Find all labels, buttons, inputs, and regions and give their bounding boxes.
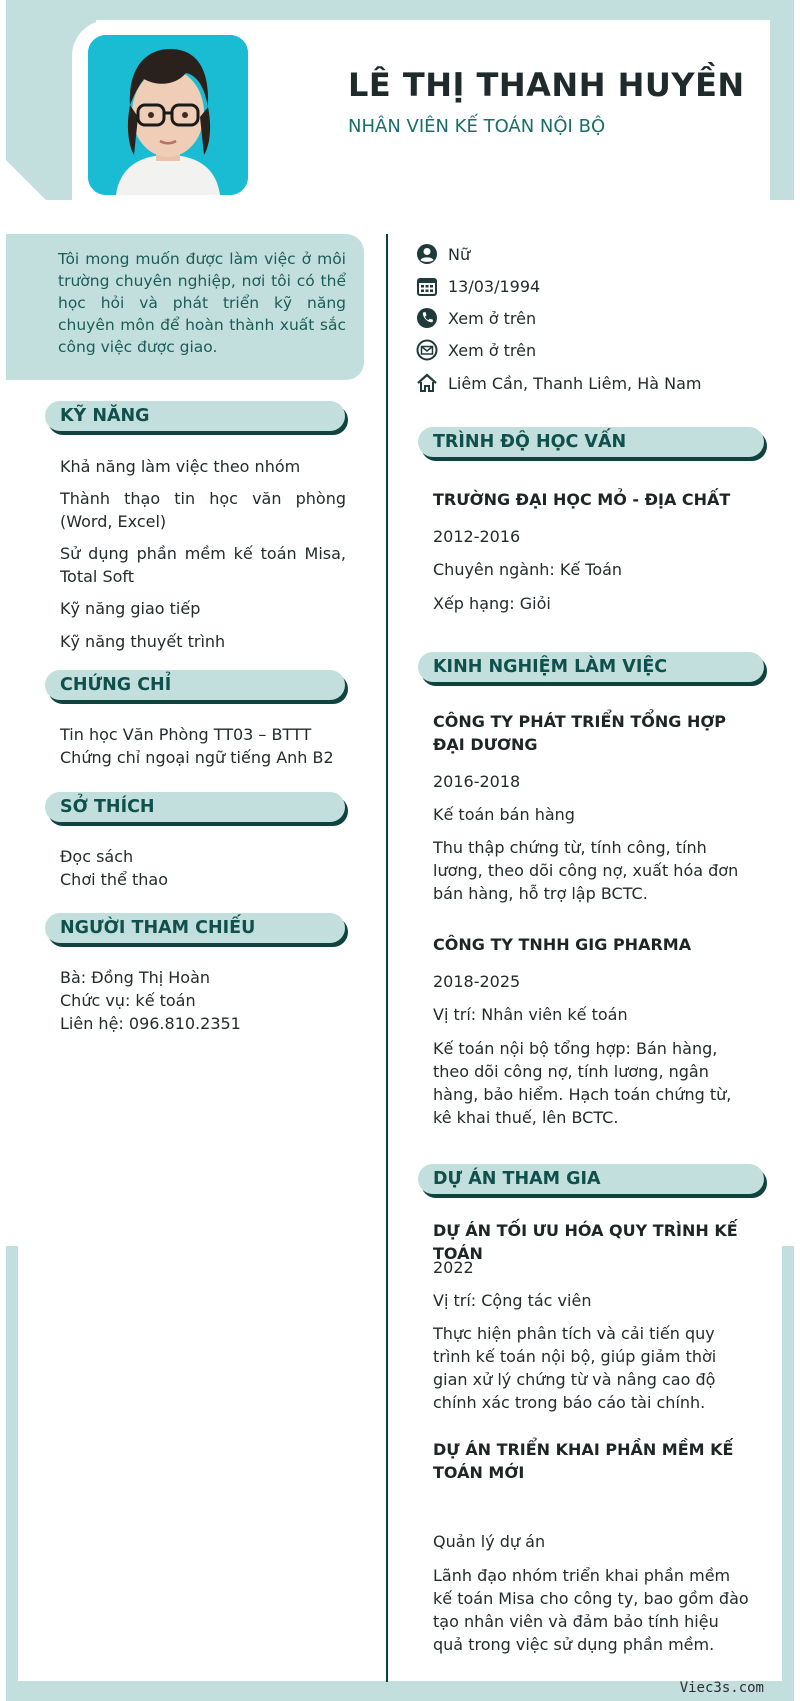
project-name: DỰ ÁN TRIỂN KHAI PHẦN MỀM KẾ TOÁN MỚI — [433, 1440, 734, 1482]
job-description: Kế toán nội bộ tổng hợp: Bán hàng, theo dõi công nợ, tính lương, ngân hàng, bảo hiểm. Hạch toán chứng từ, kê khai thuế, lên BCTC. — [433, 1039, 732, 1127]
section-title: KINH NGHIỆM LÀM VIỆC — [433, 657, 668, 677]
contact-value: Nữ — [448, 244, 471, 264]
education-rank: Xếp hạng: Giỏi — [433, 594, 551, 613]
job-position: Vị trí: Nhân viên kế toán — [433, 1005, 628, 1024]
job-company: CÔNG TY PHÁT TRIỂN TỔNG HỢP ĐẠI DƯƠNG — [433, 712, 727, 754]
user-icon — [416, 243, 438, 265]
right-top-strip — [770, 0, 794, 200]
contact-value: 13/03/1994 — [448, 276, 541, 296]
skill-item: Khả năng làm việc theo nhóm — [60, 457, 301, 476]
skill-item: Kỹ năng giao tiếp — [60, 599, 201, 618]
project-description: Lãnh đạo nhóm triển khai phần mềm kế toán Misa cho công ty, bao gồm đào tạo nhân viên và đảm bảo tính hiệu quả trong việc sử dụng phần mềm. — [433, 1566, 749, 1654]
project-description: Thực hiện phân tích và cải tiến quy trình kế toán nội bộ, giúp giảm thời gian xử lý chứng từ và nâng cao độ chính xác trong báo cáo tài chính. — [433, 1324, 717, 1412]
reference-item: Chức vụ: kế toán — [60, 991, 196, 1010]
section-header-experience — [418, 652, 764, 682]
watermark: Viec3s.com — [679, 1680, 764, 1696]
education-period: 2012-2016 — [433, 527, 521, 546]
column-divider — [386, 234, 388, 1682]
reference-item: Liên hệ: 096.810.2351 — [60, 1014, 241, 1033]
project-name: DỰ ÁN TỐI ƯU HÓA QUY TRÌNH KẾ TOÁN — [433, 1221, 738, 1263]
contact-value: Liêm Cần, Thanh Liêm, Hà Nam — [448, 373, 702, 393]
candidate-name: LÊ THỊ THANH HUYỀN — [348, 66, 745, 104]
section-title: CHỨNG CHỈ — [60, 675, 172, 695]
corner-cut — [6, 160, 46, 200]
project-role: Vị trí: Cộng tác viên — [433, 1291, 592, 1310]
job-description: Thu thập chứng từ, tính công, tính lương, theo dõi công nợ, xuất hóa đơn bán hàng, hỗ trợ lập BCTC. — [433, 838, 739, 903]
section-header-references — [45, 913, 345, 943]
calendar-icon — [416, 275, 438, 297]
contact-email — [416, 338, 536, 362]
reference-item: Bà: Đồng Thị Hoàn — [60, 968, 211, 987]
hobby-item: Chơi thể thao — [60, 870, 168, 889]
left-bottom-strip — [6, 1246, 18, 1681]
section-title: NGƯỜI THAM CHIẾU — [60, 918, 256, 938]
profile-photo — [88, 35, 248, 195]
section-title: KỸ NĂNG — [60, 406, 150, 426]
home-icon — [416, 372, 438, 394]
job-title: NHÂN VIÊN KẾ TOÁN NỘI BỘ — [348, 116, 606, 137]
section-header-education — [418, 427, 764, 457]
portrait-illustration — [88, 35, 248, 195]
education-major: Chuyên ngành: Kế Toán — [433, 560, 623, 579]
section-header-hobbies — [45, 792, 345, 822]
job-period: 2016-2018 — [433, 772, 521, 791]
job-period: 2018-2025 — [433, 972, 521, 991]
contact-gender — [416, 242, 470, 266]
project-role: Quản lý dự án — [433, 1532, 546, 1551]
certificate-item: Chứng chỉ ngoại ngữ tiếng Anh B2 — [60, 748, 334, 767]
contact-value: Xem ở trên — [448, 308, 537, 328]
section-title: DỰ ÁN THAM GIA — [433, 1169, 601, 1189]
contact-phone — [416, 306, 536, 330]
project-period: 2022 — [433, 1258, 474, 1277]
skill-item: Kỹ năng thuyết trình — [60, 632, 226, 651]
skill-item: Sử dụng phần mềm kế toán Misa, Total Soft — [60, 544, 346, 586]
skill-item: Thành thạo tin học văn phòng (Word, Excel) — [60, 489, 346, 531]
contact-birthday — [416, 274, 540, 298]
certificate-item: Tin học Văn Phòng TT03 – BTTT — [60, 725, 312, 744]
phone-icon — [416, 307, 438, 329]
section-title: SỞ THÍCH — [60, 797, 155, 817]
contact-address — [416, 371, 702, 395]
right-bottom-strip — [782, 1246, 794, 1681]
email-icon — [416, 339, 438, 361]
section-header-projects — [418, 1164, 764, 1194]
bottom-band — [6, 1681, 794, 1701]
top-band — [6, 0, 794, 20]
section-header-skills — [45, 401, 345, 431]
job-position: Kế toán bán hàng — [433, 805, 575, 824]
objective-text: Tôi mong muốn được làm việc ở môi trường chuyên nghiệp, nơi tôi có thể học hỏi và phát triển kỹ năng chuyên môn để hoàn thành xuất sắc công việc được giao. — [58, 250, 346, 356]
education-school: TRƯỜNG ĐẠI HỌC MỎ - ĐỊA CHẤT — [433, 490, 731, 509]
section-header-certificates — [45, 670, 345, 700]
hobby-item: Đọc sách — [60, 847, 134, 866]
job-company: CÔNG TY TNHH GIG PHARMA — [433, 935, 692, 954]
contact-value: Xem ở trên — [448, 340, 537, 360]
section-title: TRÌNH ĐỘ HỌC VẤN — [433, 432, 627, 452]
